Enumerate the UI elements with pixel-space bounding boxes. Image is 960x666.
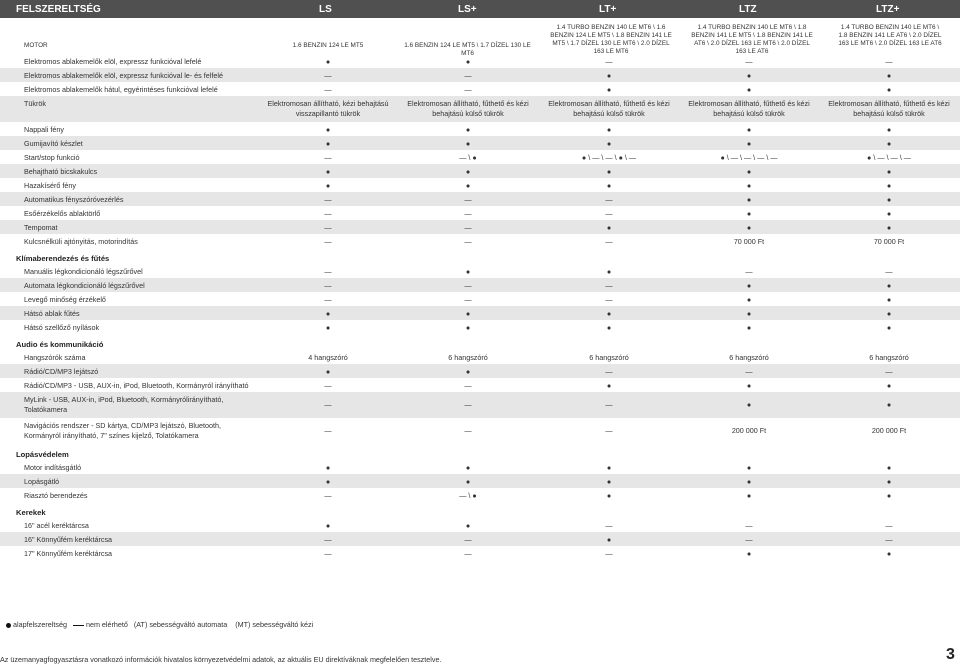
feature-label: Hazakísérő fény <box>24 181 76 190</box>
feature-value: — <box>885 521 893 530</box>
table-row <box>0 264 960 278</box>
table-header <box>0 0 960 18</box>
feature-value: — <box>464 535 472 544</box>
feature-value: ● <box>465 139 471 148</box>
feature-value: — <box>885 367 893 376</box>
feature-label: Navigációs rendszer - SD kártya, CD/MP3 lejátszó, Bluetooth, Kormányról irányítható, 7" színes kijelző, Tolatókamera <box>24 421 221 440</box>
feature-value: — <box>885 267 893 276</box>
feature-value: — <box>464 237 472 246</box>
feature-value: Elektromosan állítható, kézi behajtású visszapillantó tükrök <box>267 99 389 118</box>
feature-value: — <box>324 153 332 162</box>
feature-label: Esőérzékelős ablaktörlő <box>24 209 101 218</box>
table-row <box>0 192 960 206</box>
feature-label: Nappali fény <box>24 125 64 134</box>
feature-value: ● <box>325 167 331 176</box>
feature-value: ● <box>746 125 752 134</box>
feature-value: — <box>745 535 753 544</box>
feature-value: — <box>324 281 332 290</box>
table-row <box>0 220 960 234</box>
feature-value: Elektromosan állítható, fűthető és kézi behajtású külső tükrök <box>407 99 529 118</box>
feature-value: — <box>324 400 332 409</box>
feature-value: 6 hangszóró <box>729 353 769 362</box>
feature-value: ● \ — \ — \ — <box>867 153 911 162</box>
legend-standard: alapfelszereltség <box>13 620 67 629</box>
feature-value: ● <box>746 400 752 409</box>
engine-ls: 1.6 BENZIN 124 LE MT5 <box>292 42 364 49</box>
page-number: 3 <box>946 646 955 663</box>
feature-label: 17" Könnyűfém keréktárcsa <box>24 549 113 558</box>
feature-value: — <box>464 223 472 232</box>
feature-value: — <box>605 367 613 376</box>
feature-value: ● <box>325 139 331 148</box>
feature-value: — <box>605 237 613 246</box>
feature-value: — <box>324 237 332 246</box>
feature-value: ● <box>465 57 471 66</box>
legend-unavailable: nem elérhető <box>85 620 128 629</box>
footer-note: Az üzemanyagfogyasztásra vonatkozó információk hivatalos környezetvédelmi adatok, az aktuális EU direktíváknak megfelelően tesztelve. <box>0 655 442 664</box>
feature-value: ● <box>325 521 331 530</box>
feature-value: ● <box>746 309 752 318</box>
feature-value: 6 hangszóró <box>448 353 488 362</box>
feature-label: Kulcsnélküli ajtónyitás, motorindítás <box>24 237 138 246</box>
feature-value: ● <box>886 125 892 134</box>
feature-value: ● <box>606 491 612 500</box>
motor-label: MOTOR <box>24 42 48 49</box>
feature-value: — <box>745 367 753 376</box>
feature-value: — <box>464 71 472 80</box>
feature-value: ● <box>746 139 752 148</box>
table-row <box>0 68 960 82</box>
table-row <box>0 350 960 364</box>
table-row <box>0 96 960 122</box>
feature-value: ● <box>746 323 752 332</box>
feature-value: — <box>464 426 472 435</box>
feature-label: MyLink - USB, AUX-in, iPod, Bluetooth, Kormányrólirányítható, Tolatókamera <box>24 395 224 414</box>
feature-value: ● <box>465 367 471 376</box>
feature-value: — \ ● <box>459 153 477 162</box>
table-row <box>0 364 960 378</box>
feature-label: Automatikus fényszóróvezérlés <box>24 195 124 204</box>
feature-value: ● <box>886 309 892 318</box>
feature-value: ● <box>886 549 892 558</box>
feature-value: ● <box>606 181 612 190</box>
feature-label: Riasztó berendezés <box>24 491 88 500</box>
engine-ltz-plus: 1.4 TURBO BENZIN 140 LE MT6 \ 1.8 BENZIN 141 LE AT6 \ 2.0 DÍZEL 163 LE MT6 \ 2.0 DÍZEL 163 LE AT6 <box>838 24 942 47</box>
feature-value: ● <box>746 223 752 232</box>
trim-ltz: LTZ <box>739 4 757 15</box>
feature-value: Elektromosan állítható, fűthető és kézi behajtású külső tükrök <box>828 99 950 118</box>
feature-value: 6 hangszóró <box>869 353 909 362</box>
standard-dot-icon <box>6 623 11 628</box>
feature-value: ● <box>465 181 471 190</box>
table-row <box>0 418 960 444</box>
feature-value: — <box>324 381 332 390</box>
section-title: Audio és kommunikáció <box>16 340 104 349</box>
feature-value: ● <box>746 209 752 218</box>
feature-value: ● <box>886 181 892 190</box>
feature-value: ● <box>746 181 752 190</box>
table-row <box>0 150 960 164</box>
feature-value: ● <box>606 323 612 332</box>
feature-value: ● <box>325 477 331 486</box>
feature-value: — <box>605 295 613 304</box>
table-row <box>0 546 960 560</box>
feature-value: ● <box>886 139 892 148</box>
feature-value: ● <box>325 125 331 134</box>
legend <box>6 620 313 629</box>
feature-value: — <box>605 549 613 558</box>
feature-value: ● <box>746 295 752 304</box>
table-row <box>0 234 960 248</box>
table-row <box>0 136 960 150</box>
feature-value: ● <box>325 367 331 376</box>
feature-value: — <box>464 209 472 218</box>
feature-value: — <box>464 85 472 94</box>
feature-value: ● <box>886 195 892 204</box>
table-row <box>0 164 960 178</box>
table-row <box>0 122 960 136</box>
feature-value: ● <box>746 281 752 290</box>
feature-value: — <box>464 381 472 390</box>
feature-value: ● <box>465 323 471 332</box>
feature-label: Hátsó ablak fűtés <box>24 309 80 318</box>
feature-value: ● <box>606 267 612 276</box>
table-row <box>0 474 960 488</box>
feature-value: — <box>605 521 613 530</box>
feature-value: — <box>464 400 472 409</box>
feature-label: Hátsó szellőző nyílások <box>24 323 100 332</box>
feature-label: Behajtható bicskakulcs <box>24 167 98 176</box>
feature-label: Elektromos ablakemelők elöl, expressz funkcióval le- és felfelé <box>24 71 223 80</box>
feature-label: Hangszórók száma <box>24 353 86 362</box>
feature-value: ● <box>886 463 892 472</box>
feature-value: ● <box>886 381 892 390</box>
feature-value: 6 hangszóró <box>589 353 629 362</box>
feature-value: ● <box>746 195 752 204</box>
table-row <box>0 392 960 418</box>
feature-value: ● <box>325 57 331 66</box>
table-row <box>0 206 960 220</box>
unavailable-dash-icon <box>73 625 84 626</box>
feature-value: ● <box>606 309 612 318</box>
feature-value: — <box>324 223 332 232</box>
feature-value: — <box>324 426 332 435</box>
engine-ls-plus: 1.6 BENZIN 124 LE MT5 \ 1.7 DÍZEL 130 LE MT6 <box>404 42 531 57</box>
motor-row <box>0 20 960 57</box>
feature-value: — <box>324 267 332 276</box>
feature-value: ● <box>606 463 612 472</box>
feature-value: — <box>464 549 472 558</box>
feature-value: — <box>324 549 332 558</box>
feature-value: — <box>605 281 613 290</box>
feature-value: ● <box>325 463 331 472</box>
feature-value: 70 000 Ft <box>733 237 765 246</box>
feature-value: ● <box>606 223 612 232</box>
feature-value: — <box>464 195 472 204</box>
feature-value: ● <box>606 125 612 134</box>
table-row <box>0 306 960 320</box>
table-row <box>0 378 960 392</box>
feature-value: 70 000 Ft <box>873 237 905 246</box>
feature-value: ● <box>325 323 331 332</box>
feature-value: ● <box>886 71 892 80</box>
header-title: FELSZERELTSÉG <box>16 4 101 15</box>
feature-label: Elektromos ablakemelők elöl, expressz funkcióval lefelé <box>24 57 202 66</box>
feature-value: ● <box>886 223 892 232</box>
engine-lt-plus: 1.4 TURBO BENZIN 140 LE MT6 \ 1.6 BENZIN 124 LE MT5 \ 1.8 BENZIN 141 LE MT5 \ 1.7 DÍZEL 130 LE MT6 \ 2.0 DÍZEL 163 LE MT6 <box>550 24 672 55</box>
feature-value: — <box>605 57 613 66</box>
legend-mt: (MT) sebességváltó kézi <box>235 620 314 629</box>
feature-value: — <box>324 71 332 80</box>
feature-value: ● <box>886 477 892 486</box>
feature-label: Motor indításgátló <box>24 463 82 472</box>
section-title: Kerekek <box>16 508 46 517</box>
feature-label: Rádió/CD/MP3 lejátszó <box>24 367 99 376</box>
feature-value: ● <box>886 491 892 500</box>
feature-value: ● <box>465 477 471 486</box>
feature-value: — <box>605 426 613 435</box>
feature-value: Elektromosan állítható, fűthető és kézi behajtású külső tükrök <box>548 99 670 118</box>
table-row <box>0 460 960 474</box>
feature-label: 16" Könnyűfém keréktárcsa <box>24 535 113 544</box>
feature-value: — <box>745 57 753 66</box>
table-row <box>0 488 960 502</box>
feature-value: — \ ● <box>459 491 477 500</box>
legend-at: (AT) sebességváltó automata <box>133 620 228 629</box>
feature-value: ● <box>886 281 892 290</box>
section-title: Klímaberendezés és fűtés <box>16 254 110 263</box>
feature-value: ● <box>465 521 471 530</box>
trim-lt-plus: LT+ <box>599 4 617 15</box>
feature-label: Lopásgátló <box>24 477 60 486</box>
trim-ls-plus: LS+ <box>458 4 477 15</box>
feature-label: Tempomat <box>24 223 58 232</box>
feature-value: — <box>324 195 332 204</box>
feature-label: Start/stop funkció <box>24 153 80 162</box>
feature-value: 4 hangszóró <box>308 353 348 362</box>
feature-value: ● <box>746 85 752 94</box>
feature-value: — <box>464 281 472 290</box>
section-title: Lopásvédelem <box>16 450 69 459</box>
feature-label: Tükrök <box>24 99 46 108</box>
feature-value: — <box>885 57 893 66</box>
feature-value: ● <box>465 309 471 318</box>
feature-value: ● <box>606 535 612 544</box>
feature-value: ● <box>746 477 752 486</box>
feature-label: Gumijavító készlet <box>24 139 83 148</box>
feature-value: ● <box>606 167 612 176</box>
feature-value: ● <box>746 167 752 176</box>
feature-value: ● <box>886 400 892 409</box>
feature-value: ● <box>886 167 892 176</box>
feature-label: Manuális légkondicionáló légszűrővel <box>24 267 143 276</box>
feature-value: ● <box>746 491 752 500</box>
feature-value: — <box>605 195 613 204</box>
feature-value: ● \ — \ — \ ● \ — <box>581 153 637 162</box>
feature-value: ● <box>886 209 892 218</box>
feature-value: ● <box>325 309 331 318</box>
feature-value: ● \ — \ — \ — \ — <box>720 153 778 162</box>
table-row <box>0 178 960 192</box>
feature-value: ● <box>606 139 612 148</box>
trim-ls: LS <box>319 4 332 15</box>
feature-value: — <box>464 295 472 304</box>
table-row <box>0 518 960 532</box>
table-row <box>0 292 960 306</box>
feature-value: 200 000 Ft <box>871 426 907 435</box>
feature-value: ● <box>606 381 612 390</box>
feature-value: 200 000 Ft <box>731 426 767 435</box>
feature-value: ● <box>886 295 892 304</box>
feature-value: ● <box>746 381 752 390</box>
feature-label: Rádió/CD/MP3 - USB, AUX-in, iPod, Bluetooth, Kormányról irányítható <box>24 381 249 390</box>
feature-value: — <box>605 209 613 218</box>
feature-value: ● <box>886 85 892 94</box>
feature-label: Levegő minőség érzékelő <box>24 295 106 304</box>
feature-value: ● <box>746 549 752 558</box>
feature-value: ● <box>465 463 471 472</box>
feature-value: ● <box>465 167 471 176</box>
feature-value: ● <box>465 125 471 134</box>
table-row <box>0 320 960 334</box>
feature-value: — <box>324 85 332 94</box>
feature-label: 16" acél keréktárcsa <box>24 521 89 530</box>
feature-value: ● <box>325 181 331 190</box>
feature-value: — <box>745 267 753 276</box>
feature-value: ● <box>746 71 752 80</box>
engine-ltz: 1.4 TURBO BENZIN 140 LE MT6 \ 1.8 BENZIN 141 LE MT5 \ 1.8 BENZIN 141 LE AT6 \ 2.0 DÍZEL 163 LE MT6 \ 2.0 DÍZEL 163 LE AT6 <box>691 24 813 55</box>
feature-value: Elektromosan állítható, fűthető és kézi behajtású külső tükrök <box>688 99 810 118</box>
table-row <box>0 278 960 292</box>
feature-value: — <box>885 535 893 544</box>
trim-ltz-plus: LTZ+ <box>876 4 900 15</box>
table-row <box>0 54 960 68</box>
feature-value: — <box>324 535 332 544</box>
table-row <box>0 82 960 96</box>
feature-value: — <box>324 209 332 218</box>
feature-label: Elektromos ablakemelők hátul, egyérintéses funkcióval lefelé <box>24 85 218 94</box>
feature-label: Automata légkondicionáló légszűrővel <box>24 281 145 290</box>
feature-value: ● <box>606 71 612 80</box>
feature-value: — <box>605 400 613 409</box>
feature-value: — <box>324 295 332 304</box>
feature-value: ● <box>746 463 752 472</box>
feature-value: ● <box>606 85 612 94</box>
feature-value: — <box>745 521 753 530</box>
table-row <box>0 532 960 546</box>
feature-value: ● <box>886 323 892 332</box>
feature-value: ● <box>465 267 471 276</box>
feature-value: — <box>324 491 332 500</box>
feature-value: ● <box>606 477 612 486</box>
